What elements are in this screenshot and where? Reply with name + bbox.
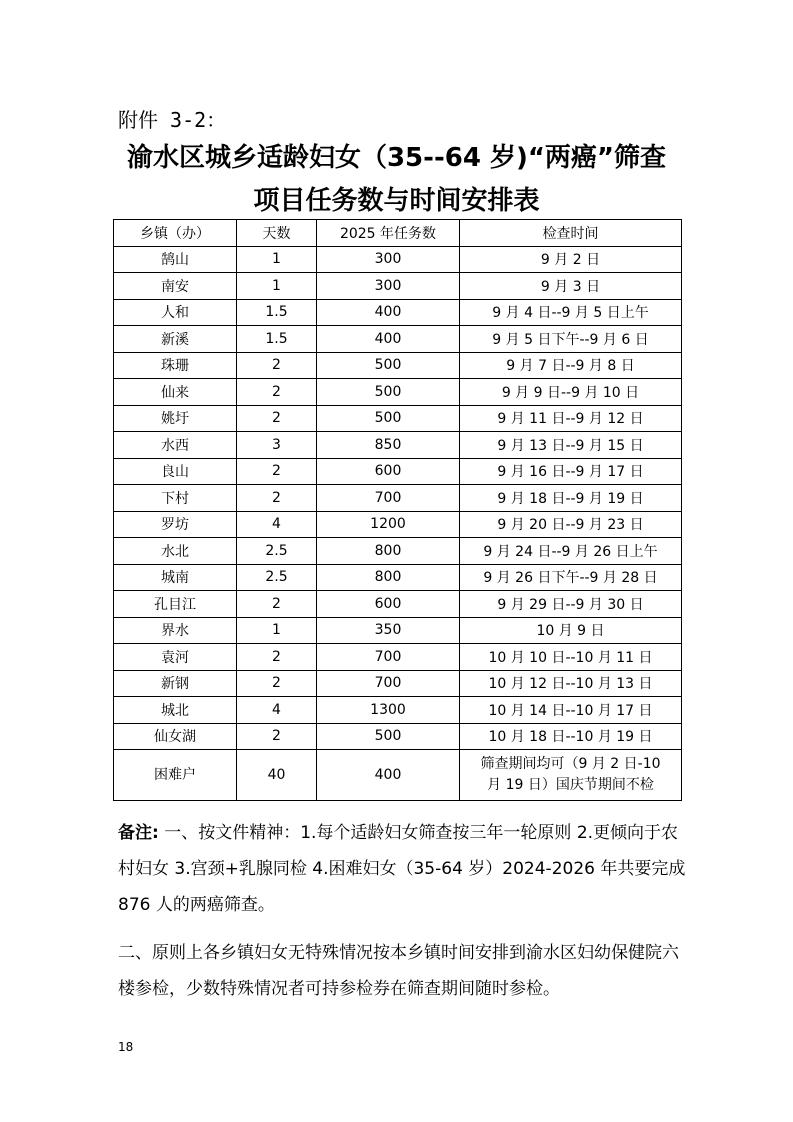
cell-days: 2: [237, 485, 317, 512]
cell-town: 界水: [114, 617, 237, 644]
cell-time: 9 月 2 日: [460, 246, 682, 273]
cell-tasks: 850: [317, 432, 460, 459]
schedule-table: [113, 219, 682, 801]
cell-time: 9 月 11 日--9 月 12 日: [460, 405, 682, 432]
cell-days: 2: [237, 405, 317, 432]
cell-time: 9 月 7 日--9 月 8 日: [460, 352, 682, 379]
cell-town: 鹄山: [114, 246, 237, 273]
cell-tasks: 350: [317, 617, 460, 644]
table-row: [114, 246, 682, 273]
cell-time: 10 月 18 日--10 月 19 日: [460, 723, 682, 750]
note-item-2: 二、原则上各乡镇妇女无特殊情况按本乡镇时间安排到渝水区妇幼保健院六楼参检，少数特殊情况者可持参检券在筛查期间随时参检。: [118, 943, 679, 999]
cell-days: 1: [237, 617, 317, 644]
table-row: [114, 273, 682, 300]
cell-days: 1.5: [237, 299, 317, 326]
cell-town: 孔目江: [114, 591, 237, 618]
cell-days: 2: [237, 644, 317, 671]
cell-days: 40: [237, 750, 317, 801]
note-item-1-text: 一、按文件精神：1.每个适龄妇女筛查按三年一轮原则 2.更倾向于农村妇女 3.宫颈+乳腺同检 4.困难妇女（35-64 岁）2024-2026 年共要完成 876 人的两癌筛查。: [118, 823, 686, 915]
cell-tasks: 400: [317, 299, 460, 326]
cell-time: 9 月 24 日--9 月 26 日上午: [460, 538, 682, 565]
cell-town: 罗坊: [114, 511, 237, 538]
document-title-line1: 渝水区城乡适龄妇女（35--64 岁)“两癌”筛查: [126, 143, 667, 173]
table-row: [114, 352, 682, 379]
cell-time: 10 月 12 日--10 月 13 日: [460, 670, 682, 697]
table-row: [114, 326, 682, 353]
cell-town: 水北: [114, 538, 237, 565]
cell-town: 姚圩: [114, 405, 237, 432]
cell-time: 9 月 13 日--9 月 15 日: [460, 432, 682, 459]
cell-tasks: 500: [317, 723, 460, 750]
cell-days: 1: [237, 246, 317, 273]
table-body: [114, 246, 682, 801]
table-row: [114, 538, 682, 565]
table-row: [114, 591, 682, 618]
table-row: [114, 564, 682, 591]
cell-days: 4: [237, 511, 317, 538]
cell-tasks: 500: [317, 379, 460, 406]
cell-days: 3: [237, 432, 317, 459]
cell-tasks: 600: [317, 458, 460, 485]
cell-tasks: 1300: [317, 697, 460, 724]
cell-days: 2: [237, 352, 317, 379]
header-town: 乡镇（办）: [114, 220, 237, 247]
document-title-line2: 项目任务数与时间安排表: [253, 186, 540, 216]
table-row-difficult-households: [114, 750, 682, 801]
cell-town: 南安: [114, 273, 237, 300]
table-row: [114, 485, 682, 512]
cell-days: 2: [237, 670, 317, 697]
cell-tasks: 300: [317, 273, 460, 300]
cell-tasks: 800: [317, 564, 460, 591]
cell-town: 城南: [114, 564, 237, 591]
table-row: [114, 511, 682, 538]
cell-time: [460, 750, 682, 801]
cell-time: 9 月 20 日--9 月 23 日: [460, 511, 682, 538]
cell-tasks: 1200: [317, 511, 460, 538]
cell-days: 2.5: [237, 564, 317, 591]
attachment-label: 附件 3-2：: [118, 108, 227, 132]
cell-tasks: 400: [317, 750, 460, 801]
table-row: [114, 299, 682, 326]
cell-time: 10 月 9 日: [460, 617, 682, 644]
table-row: [114, 458, 682, 485]
cell-days: 2: [237, 458, 317, 485]
cell-tasks: 600: [317, 591, 460, 618]
header-days: 天数: [237, 220, 317, 247]
cell-tasks: 700: [317, 485, 460, 512]
cell-days: 1.5: [237, 326, 317, 353]
cell-days: 4: [237, 697, 317, 724]
table-row: [114, 432, 682, 459]
cell-time: 9 月 26 日下午--9 月 28 日: [460, 564, 682, 591]
cell-time-line1: 筛查期间均可（9 月 2 日-10: [480, 756, 661, 772]
cell-tasks: 800: [317, 538, 460, 565]
cell-tasks: 700: [317, 644, 460, 671]
cell-time: 10 月 10 日--10 月 11 日: [460, 644, 682, 671]
cell-time: 9 月 5 日下午--9 月 6 日: [460, 326, 682, 353]
cell-town: 新溪: [114, 326, 237, 353]
table-header-row: [114, 220, 682, 247]
table-row: [114, 697, 682, 724]
cell-town: 水西: [114, 432, 237, 459]
note-item-1: [118, 815, 686, 923]
cell-days: 1: [237, 273, 317, 300]
cell-town: 袁河: [114, 644, 237, 671]
cell-town: 人和: [114, 299, 237, 326]
cell-days: 2: [237, 591, 317, 618]
cell-tasks: 700: [317, 670, 460, 697]
table-row: [114, 405, 682, 432]
table-row: [114, 379, 682, 406]
cell-days: 2: [237, 723, 317, 750]
cell-town: 新钢: [114, 670, 237, 697]
cell-tasks: 500: [317, 405, 460, 432]
header-time: 检查时间: [460, 220, 682, 247]
cell-time: 10 月 14 日--10 月 17 日: [460, 697, 682, 724]
cell-days: 2.5: [237, 538, 317, 565]
cell-time: 9 月 18 日--9 月 19 日: [460, 485, 682, 512]
cell-tasks: 500: [317, 352, 460, 379]
table-row: [114, 723, 682, 750]
cell-days: 2: [237, 379, 317, 406]
cell-time-line2: 月 19 日）国庆节期间不检: [487, 777, 654, 793]
cell-town: 仙女湖: [114, 723, 237, 750]
table-row: [114, 670, 682, 697]
cell-time: 9 月 3 日: [460, 273, 682, 300]
cell-tasks: 300: [317, 246, 460, 273]
table-row: [114, 644, 682, 671]
cell-town: 珠珊: [114, 352, 237, 379]
cell-town: 困难户: [114, 750, 237, 801]
cell-time: 9 月 16 日--9 月 17 日: [460, 458, 682, 485]
cell-time: 9 月 9 日--9 月 10 日: [460, 379, 682, 406]
header-tasks: 2025 年任务数: [317, 220, 460, 247]
note-label: 备注:: [118, 823, 159, 843]
cell-town: 下村: [114, 485, 237, 512]
table-row: [114, 617, 682, 644]
cell-town: 城北: [114, 697, 237, 724]
cell-time: 9 月 4 日--9 月 5 日上午: [460, 299, 682, 326]
cell-town: 良山: [114, 458, 237, 485]
cell-town: 仙来: [114, 379, 237, 406]
page-number: 18: [118, 1040, 134, 1054]
cell-tasks: 400: [317, 326, 460, 353]
cell-time: 9 月 29 日--9 月 30 日: [460, 591, 682, 618]
